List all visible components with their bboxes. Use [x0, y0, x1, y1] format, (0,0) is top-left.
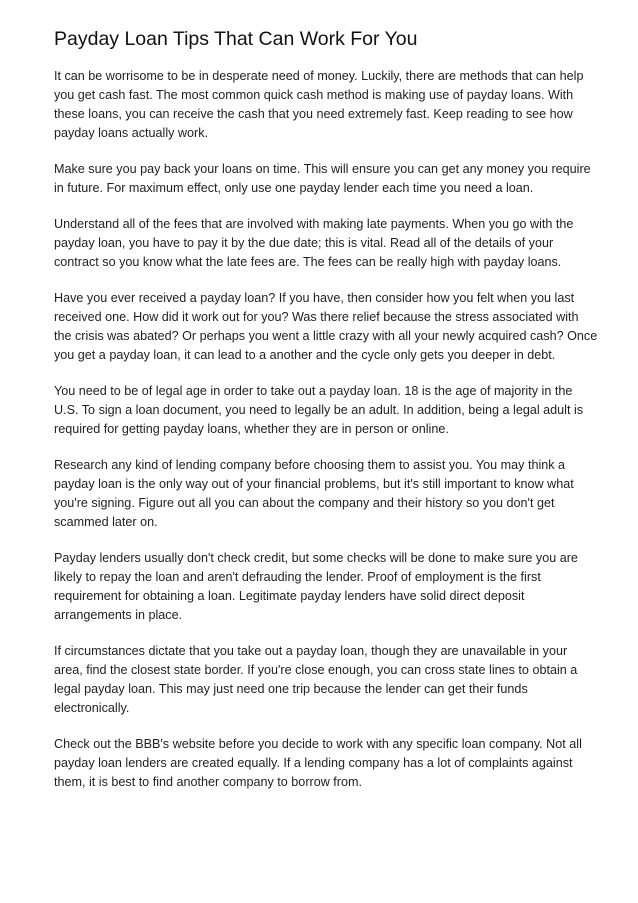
document-page: [54, 26, 599, 809]
page-title: Payday Loan Tips That Can Work For You: [54, 28, 418, 50]
paragraph-5: You need to be of legal age in order to take out a payday loan. 18 is the age of majority in the U.S. To sign a loan document, you need to legally be an adult. In addition, being a legal adult is required for getting payday loans, whether they are in person or online.: [54, 384, 584, 436]
paragraph-3: Understand all of the fees that are involved with making late payments. When you go with the payday loan, you have to pay it by the due date; this is vital. Read all of the details of your contract so you know what the late fees are. The fees can be really high with payday loans.: [54, 217, 574, 269]
paragraph-7: Payday lenders usually don't check credit, but some checks will be done to make sure you are likely to repay the loan and aren't defrauding the lender. Proof of employment is the first requirement for obtaining a loan. Legitimate payday lenders have solid direct deposit arrangements in place.: [54, 551, 578, 622]
paragraph-6: Research any kind of lending company before choosing them to assist you. You may think a payday loan is the only way out of your financial problems, but it's still important to know what you're signing. Figure out all you can about the company and their history so you don't get scammed later on.: [54, 458, 574, 529]
paragraph-1: It can be worrisome to be in desperate need of money. Luckily, there are methods that can help you get cash fast. The most common quick cash method is making use of payday loans. With these loans, you can receive the cash that you need extremely fast. Keep reading to see how payday loans actually work.: [54, 69, 584, 140]
paragraph-4: Have you ever received a payday loan? If you have, then consider how you felt when you last received one. How did it work out for you? Was there relief because the stress associated with the crisis was abated? Or perhaps you went a little crazy with all your newly acquired cash? Once you get a payday loan, it can lead to a another and the cycle only gets you deeper in debt.: [54, 291, 598, 362]
paragraph-2: Make sure you pay back your loans on time. This will ensure you can get any money you require in future. For maximum effect, only use one payday lender each time you need a loan.: [54, 162, 591, 195]
paragraph-9: Check out the BBB's website before you decide to work with any specific loan company. Not all payday loan lenders are created equally. If a lending company has a lot of complaints against them, it is best to find another company to borrow from.: [54, 737, 582, 789]
paragraph-8: If circumstances dictate that you take out a payday loan, though they are unavailable in your area, find the closest state border. If you're close enough, you can cross state lines to obtain a legal payday loan. This may just need one trip because the lender can get their funds electronically.: [54, 644, 578, 715]
